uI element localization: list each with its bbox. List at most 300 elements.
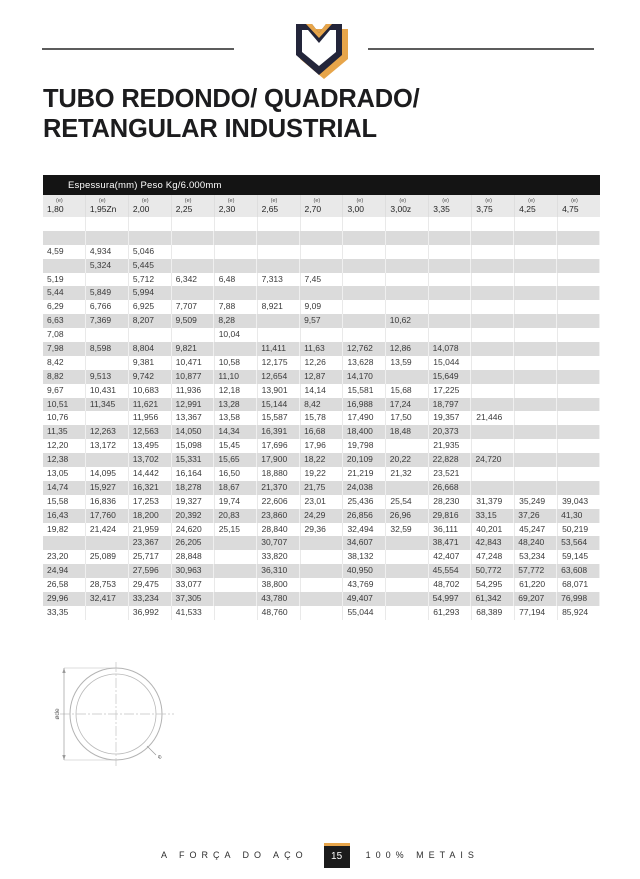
table-cell bbox=[214, 592, 257, 606]
table-cell: 22,606 bbox=[258, 495, 301, 509]
table-cell: 48,702 bbox=[429, 578, 472, 592]
table-cell: 6,766 bbox=[86, 300, 129, 314]
table-cell: 15,68 bbox=[386, 384, 429, 398]
table-row bbox=[43, 509, 600, 523]
table-cell: 15,144 bbox=[257, 398, 300, 412]
table-cell: 16,836 bbox=[86, 495, 129, 509]
table-cell: 17,96 bbox=[301, 439, 344, 453]
table-row bbox=[43, 578, 600, 592]
table-row bbox=[43, 536, 600, 550]
table-cell: 16,68 bbox=[300, 425, 343, 439]
footer-slogan-left: A FORÇA DO AÇO bbox=[161, 850, 308, 860]
table-cell: 25,089 bbox=[86, 550, 129, 564]
table-cell bbox=[514, 425, 557, 439]
table-cell: 12,563 bbox=[129, 425, 172, 439]
table-row bbox=[43, 245, 600, 259]
table-row bbox=[43, 384, 600, 398]
table-cell: 8,207 bbox=[129, 314, 172, 328]
table-cell: 48,760 bbox=[258, 606, 301, 620]
column-header bbox=[172, 195, 215, 217]
table-cell: 34,607 bbox=[343, 536, 386, 550]
table-cell: 5,046 bbox=[129, 245, 172, 259]
table-cell: 11,35 bbox=[43, 425, 86, 439]
table-cell: 5,19 bbox=[43, 273, 86, 287]
table-cell bbox=[172, 217, 215, 231]
table-cell: 8,598 bbox=[86, 342, 129, 356]
table-cell bbox=[300, 592, 343, 606]
table-cell: 42,843 bbox=[471, 536, 514, 550]
table-cell bbox=[258, 217, 301, 231]
table-cell bbox=[386, 536, 429, 550]
table-cell: 7,08 bbox=[43, 328, 86, 342]
table-cell: 19,798 bbox=[343, 439, 386, 453]
thickness-value: 3,75 bbox=[476, 204, 493, 214]
column-header bbox=[129, 195, 172, 217]
table-cell: 30,963 bbox=[172, 564, 215, 578]
table-cell: 36,310 bbox=[257, 564, 300, 578]
column-header bbox=[386, 195, 429, 217]
thickness-unit-label: (e) bbox=[56, 198, 63, 204]
table-cell: 4,59 bbox=[43, 245, 86, 259]
table-cell bbox=[386, 217, 429, 231]
table-cell: 20,83 bbox=[214, 509, 257, 523]
thickness-value: 3,00z bbox=[390, 204, 412, 214]
table-cell: 24,29 bbox=[300, 509, 343, 523]
table-cell: 5,324 bbox=[86, 259, 129, 273]
table-cell bbox=[300, 259, 343, 273]
table-cell bbox=[472, 245, 515, 259]
table-cell bbox=[515, 411, 558, 425]
table-cell bbox=[86, 411, 129, 425]
table-cell: 35,249 bbox=[515, 495, 558, 509]
table-cell: 10,51 bbox=[43, 398, 86, 412]
table-cell bbox=[429, 231, 472, 245]
table-cell: 13,702 bbox=[129, 453, 172, 467]
table-cell bbox=[257, 259, 300, 273]
table-cell: 14,170 bbox=[343, 370, 386, 384]
table-row bbox=[43, 523, 600, 537]
table-cell: 23,01 bbox=[301, 495, 344, 509]
table-cell bbox=[86, 536, 129, 550]
table-cell: 7,45 bbox=[301, 273, 344, 287]
header-rule-right bbox=[368, 48, 594, 50]
table-cell: 16,988 bbox=[343, 398, 386, 412]
table-cell: 14,442 bbox=[129, 467, 172, 481]
table-cell bbox=[471, 314, 514, 328]
table-cell: 17,50 bbox=[386, 411, 429, 425]
table-cell: 26,58 bbox=[43, 578, 86, 592]
table-cell: 40,950 bbox=[343, 564, 386, 578]
thickness-unit-label: (e) bbox=[399, 198, 407, 204]
table-cell bbox=[257, 314, 300, 328]
table-cell bbox=[215, 578, 258, 592]
table-cell: 24,94 bbox=[43, 564, 86, 578]
thickness-value: 2,00 bbox=[132, 204, 150, 214]
table-cell bbox=[557, 481, 600, 495]
thickness-unit-label: (e) bbox=[141, 198, 149, 204]
table-cell: 10,62 bbox=[386, 314, 429, 328]
thickness-leader-line bbox=[147, 746, 156, 755]
table-cell bbox=[214, 342, 257, 356]
page-header bbox=[0, 0, 640, 80]
table-cell bbox=[214, 259, 257, 273]
table-cell: 9,57 bbox=[300, 314, 343, 328]
table-cell: 25,15 bbox=[215, 523, 258, 537]
column-header bbox=[301, 195, 344, 217]
table-cell bbox=[557, 342, 600, 356]
table-cell: 38,132 bbox=[343, 550, 386, 564]
table-cell: 69,207 bbox=[514, 592, 557, 606]
table-cell: 68,389 bbox=[472, 606, 515, 620]
table-cell bbox=[514, 453, 557, 467]
table-cell: 12,263 bbox=[86, 425, 129, 439]
table-cell: 26,205 bbox=[172, 536, 215, 550]
table-cell: 11,63 bbox=[300, 342, 343, 356]
table-cell: 17,760 bbox=[86, 509, 129, 523]
table-cell: 10,431 bbox=[86, 384, 129, 398]
table-cell: 37,26 bbox=[514, 509, 557, 523]
column-header bbox=[343, 195, 386, 217]
table-cell bbox=[386, 300, 429, 314]
table-cell bbox=[172, 231, 215, 245]
table-cell: 19,22 bbox=[301, 467, 344, 481]
table-cell bbox=[472, 356, 515, 370]
table-cell bbox=[514, 370, 557, 384]
table-cell: 15,331 bbox=[172, 453, 215, 467]
thickness-value: 3,00 bbox=[347, 204, 364, 214]
table-cell bbox=[258, 245, 301, 259]
table-cell: 6,925 bbox=[129, 300, 172, 314]
table-cell: 9,67 bbox=[43, 384, 86, 398]
table-cell bbox=[43, 231, 86, 245]
thickness-value: 4,25 bbox=[519, 204, 536, 214]
table-cell: 9,09 bbox=[301, 300, 344, 314]
table-cell: 18,278 bbox=[172, 481, 215, 495]
table-cell: 9,742 bbox=[129, 370, 172, 384]
table-cell bbox=[558, 439, 600, 453]
table-cell: 5,849 bbox=[86, 286, 129, 300]
table-cell: 7,313 bbox=[258, 273, 301, 287]
table-cell: 29,96 bbox=[43, 592, 86, 606]
column-header bbox=[258, 195, 301, 217]
table-cell bbox=[558, 245, 600, 259]
table-cell bbox=[215, 550, 258, 564]
table-cell bbox=[558, 356, 600, 370]
table-cell bbox=[300, 536, 343, 550]
table-cell: 7,98 bbox=[43, 342, 86, 356]
table-cell: 13,59 bbox=[386, 356, 429, 370]
table-row bbox=[43, 606, 600, 620]
table-cell: 33,15 bbox=[471, 509, 514, 523]
table-cell: 54,997 bbox=[429, 592, 472, 606]
table-cell: 15,649 bbox=[429, 370, 472, 384]
table-cell bbox=[301, 245, 344, 259]
table-cell: 23,20 bbox=[43, 550, 86, 564]
table-cell: 33,077 bbox=[172, 578, 215, 592]
table-cell: 18,797 bbox=[429, 398, 472, 412]
table-cell bbox=[557, 231, 600, 245]
table-cell bbox=[472, 467, 515, 481]
table-cell bbox=[214, 286, 257, 300]
table-cell: 18,400 bbox=[343, 425, 386, 439]
table-cell: 10,877 bbox=[172, 370, 215, 384]
table-cell bbox=[514, 259, 557, 273]
table-cell: 15,044 bbox=[429, 356, 472, 370]
table-cell bbox=[300, 286, 343, 300]
table-cell: 63,608 bbox=[557, 564, 600, 578]
table-cell bbox=[386, 273, 429, 287]
table-cell bbox=[215, 245, 258, 259]
table-cell: 37,305 bbox=[172, 592, 215, 606]
diameter-label: øde bbox=[54, 708, 61, 720]
table-cell: 12,175 bbox=[258, 356, 301, 370]
table-cell bbox=[300, 564, 343, 578]
thickness-value: 1,95Zn bbox=[89, 204, 117, 214]
table-cell: 43,780 bbox=[257, 592, 300, 606]
table-cell bbox=[429, 286, 472, 300]
table-cell: 15,587 bbox=[258, 411, 301, 425]
table-cell: 18,48 bbox=[386, 425, 429, 439]
table-body bbox=[43, 217, 600, 620]
table-cell: 20,373 bbox=[429, 425, 472, 439]
table-row bbox=[43, 481, 600, 495]
column-header bbox=[429, 195, 472, 217]
table-cell: 18,67 bbox=[214, 481, 257, 495]
table-cell: 68,071 bbox=[562, 579, 589, 590]
table-cell bbox=[557, 259, 600, 273]
table-cell bbox=[557, 453, 600, 467]
table-cell bbox=[386, 550, 429, 564]
table-cell bbox=[86, 356, 129, 370]
table-cell bbox=[386, 564, 429, 578]
table-cell: 19,82 bbox=[43, 523, 86, 537]
table-cell bbox=[515, 328, 558, 342]
table-cell: 16,164 bbox=[172, 467, 215, 481]
table-cell: 23,860 bbox=[257, 509, 300, 523]
table-cell: 19,357 bbox=[429, 411, 472, 425]
table-row bbox=[43, 217, 600, 231]
table-cell: 8,42 bbox=[300, 398, 343, 412]
table-cell bbox=[43, 217, 86, 231]
table-cell: 26,856 bbox=[343, 509, 386, 523]
table-cell: 4,934 bbox=[86, 245, 129, 259]
footer-slogan-right: 100% METAIS bbox=[365, 850, 479, 860]
table-cell: 38,800 bbox=[258, 578, 301, 592]
table-cell: 18,22 bbox=[300, 453, 343, 467]
table-cell bbox=[86, 231, 129, 245]
table-cell bbox=[429, 273, 472, 287]
table-row bbox=[43, 259, 600, 273]
table-row bbox=[43, 314, 600, 328]
table-cell: 15,927 bbox=[86, 481, 129, 495]
table-row bbox=[43, 342, 600, 356]
table-cell bbox=[471, 425, 514, 439]
thickness-unit-label: (e) bbox=[184, 198, 192, 204]
table-cell: 12,991 bbox=[172, 398, 215, 412]
table-cell: 12,762 bbox=[343, 342, 386, 356]
table-cell: 14,34 bbox=[214, 425, 257, 439]
table-cell: 18,880 bbox=[258, 467, 301, 481]
table-row bbox=[43, 550, 600, 564]
table-cell: 45,554 bbox=[429, 564, 472, 578]
column-header bbox=[515, 195, 558, 217]
table-cell bbox=[515, 217, 558, 231]
table-cell bbox=[343, 300, 386, 314]
table-cell bbox=[514, 398, 557, 412]
thickness-unit-label: (e) bbox=[98, 198, 106, 204]
table-cell: 12,20 bbox=[43, 439, 86, 453]
table-cell bbox=[472, 273, 515, 287]
page-title-line1: TUBO REDONDO/ QUADRADO/ bbox=[43, 85, 420, 113]
table-cell bbox=[386, 439, 429, 453]
thickness-unit-label: (e) bbox=[356, 198, 364, 204]
table-cell: 61,342 bbox=[471, 592, 514, 606]
table-row bbox=[43, 370, 600, 384]
table-cell bbox=[515, 467, 558, 481]
table-cell: 11,936 bbox=[172, 384, 215, 398]
table-cell: 17,225 bbox=[429, 384, 472, 398]
table-cell: 26,668 bbox=[429, 481, 472, 495]
table-cell bbox=[429, 259, 472, 273]
table-cell: 33,820 bbox=[258, 550, 301, 564]
table-cell: 25,54 bbox=[386, 495, 429, 509]
table-row bbox=[43, 495, 600, 509]
table-cell: 14,14 bbox=[301, 384, 344, 398]
table-cell: 7,707 bbox=[172, 300, 215, 314]
table-cell: 7,88 bbox=[215, 300, 258, 314]
table-cell bbox=[514, 481, 557, 495]
table-cell: 12,38 bbox=[43, 453, 86, 467]
table-cell: 21,424 bbox=[86, 523, 129, 537]
table-cell: 8,921 bbox=[258, 300, 301, 314]
table-cell: 16,321 bbox=[129, 481, 172, 495]
table-cell: 14,078 bbox=[429, 342, 472, 356]
table-cell bbox=[515, 273, 558, 287]
thickness-unit-label: (e) bbox=[270, 198, 278, 204]
table-cell: 21,75 bbox=[300, 481, 343, 495]
tube-cross-section-diagram bbox=[44, 658, 178, 775]
table-cell: 6,29 bbox=[43, 300, 86, 314]
table-cell: 13,58 bbox=[215, 411, 258, 425]
table-cell bbox=[86, 328, 129, 342]
table-cell: 12,26 bbox=[301, 356, 344, 370]
table-cell: 11,621 bbox=[129, 398, 172, 412]
column-header bbox=[472, 195, 515, 217]
table-cell: 9,513 bbox=[86, 370, 129, 384]
table-cell bbox=[129, 217, 172, 231]
table-cell bbox=[515, 300, 558, 314]
table-cell: 12,87 bbox=[300, 370, 343, 384]
table-cell bbox=[472, 439, 515, 453]
table-cell bbox=[514, 314, 557, 328]
table-cell bbox=[471, 398, 514, 412]
brand-shield-logo-icon bbox=[288, 18, 352, 85]
table-cell: 17,696 bbox=[258, 439, 301, 453]
table-cell: 8,28 bbox=[214, 314, 257, 328]
table-cell bbox=[386, 231, 429, 245]
table-cell: 32,494 bbox=[343, 523, 386, 537]
table-cell: 77,194 bbox=[515, 606, 558, 620]
thickness-unit-label: (e) bbox=[485, 198, 492, 204]
table-cell bbox=[343, 245, 386, 259]
table-cell bbox=[301, 550, 344, 564]
table-cell bbox=[472, 328, 515, 342]
table-cell: 23,367 bbox=[129, 536, 172, 550]
table-cell: 6,342 bbox=[172, 273, 215, 287]
thickness-value: 2,70 bbox=[304, 204, 322, 214]
table-cell bbox=[471, 370, 514, 384]
table-cell: 41,533 bbox=[172, 606, 215, 620]
table-row bbox=[43, 328, 600, 342]
table-cell: 21,935 bbox=[429, 439, 472, 453]
table-cell bbox=[471, 231, 514, 245]
thickness-unit-label: (e) bbox=[528, 198, 535, 204]
table-cell: 13,901 bbox=[258, 384, 301, 398]
table-row bbox=[43, 300, 600, 314]
table-cell: 76,998 bbox=[557, 592, 600, 606]
table-cell: 14,050 bbox=[172, 425, 215, 439]
table-row bbox=[43, 439, 600, 453]
table-cell: 24,038 bbox=[343, 481, 386, 495]
table-cell bbox=[557, 425, 600, 439]
page-footer bbox=[0, 840, 640, 870]
table-cell: 6,48 bbox=[215, 273, 258, 287]
table-row bbox=[43, 564, 600, 578]
dimension-arrow-bottom bbox=[62, 755, 65, 760]
table-cell bbox=[471, 481, 514, 495]
table-cell: 27,596 bbox=[129, 564, 172, 578]
table-cell: 15,581 bbox=[343, 384, 386, 398]
thickness-label: e bbox=[156, 753, 164, 761]
table-cell: 15,098 bbox=[172, 439, 215, 453]
table-cell: 13,628 bbox=[343, 356, 386, 370]
table-cell: 15,45 bbox=[215, 439, 258, 453]
table-cell bbox=[557, 398, 600, 412]
table-cell bbox=[343, 286, 386, 300]
column-header bbox=[86, 195, 129, 217]
table-cell bbox=[301, 606, 344, 620]
table-cell: 20,22 bbox=[386, 453, 429, 467]
weight-table bbox=[43, 175, 600, 620]
page-number-badge: 15 bbox=[324, 843, 350, 868]
table-cell: 36,992 bbox=[129, 606, 172, 620]
page-title bbox=[43, 84, 603, 144]
table-cell bbox=[172, 245, 215, 259]
thickness-value: 3,35 bbox=[433, 204, 450, 214]
table-cell: 59,145 bbox=[562, 551, 589, 562]
thickness-value: 2,65 bbox=[261, 204, 279, 214]
table-cell: 25,717 bbox=[129, 550, 172, 564]
table-cell bbox=[86, 564, 129, 578]
table-cell: 10,471 bbox=[172, 356, 215, 370]
table-cell: 28,753 bbox=[86, 578, 129, 592]
table-cell bbox=[472, 217, 515, 231]
table-cell: 5,994 bbox=[129, 286, 172, 300]
table-row bbox=[43, 398, 600, 412]
table-cell bbox=[172, 286, 215, 300]
table-cell bbox=[514, 231, 557, 245]
table-cell: 5,445 bbox=[129, 259, 172, 273]
table-cell bbox=[301, 328, 344, 342]
column-header bbox=[215, 195, 258, 217]
table-cell: 36,111 bbox=[429, 523, 472, 537]
table-cell: 40,201 bbox=[472, 523, 515, 537]
table-cell: 28,848 bbox=[172, 550, 215, 564]
table-cell: 53,564 bbox=[557, 536, 600, 550]
table-cell bbox=[214, 564, 257, 578]
table-cell bbox=[343, 328, 386, 342]
table-cell: 17,253 bbox=[129, 495, 172, 509]
